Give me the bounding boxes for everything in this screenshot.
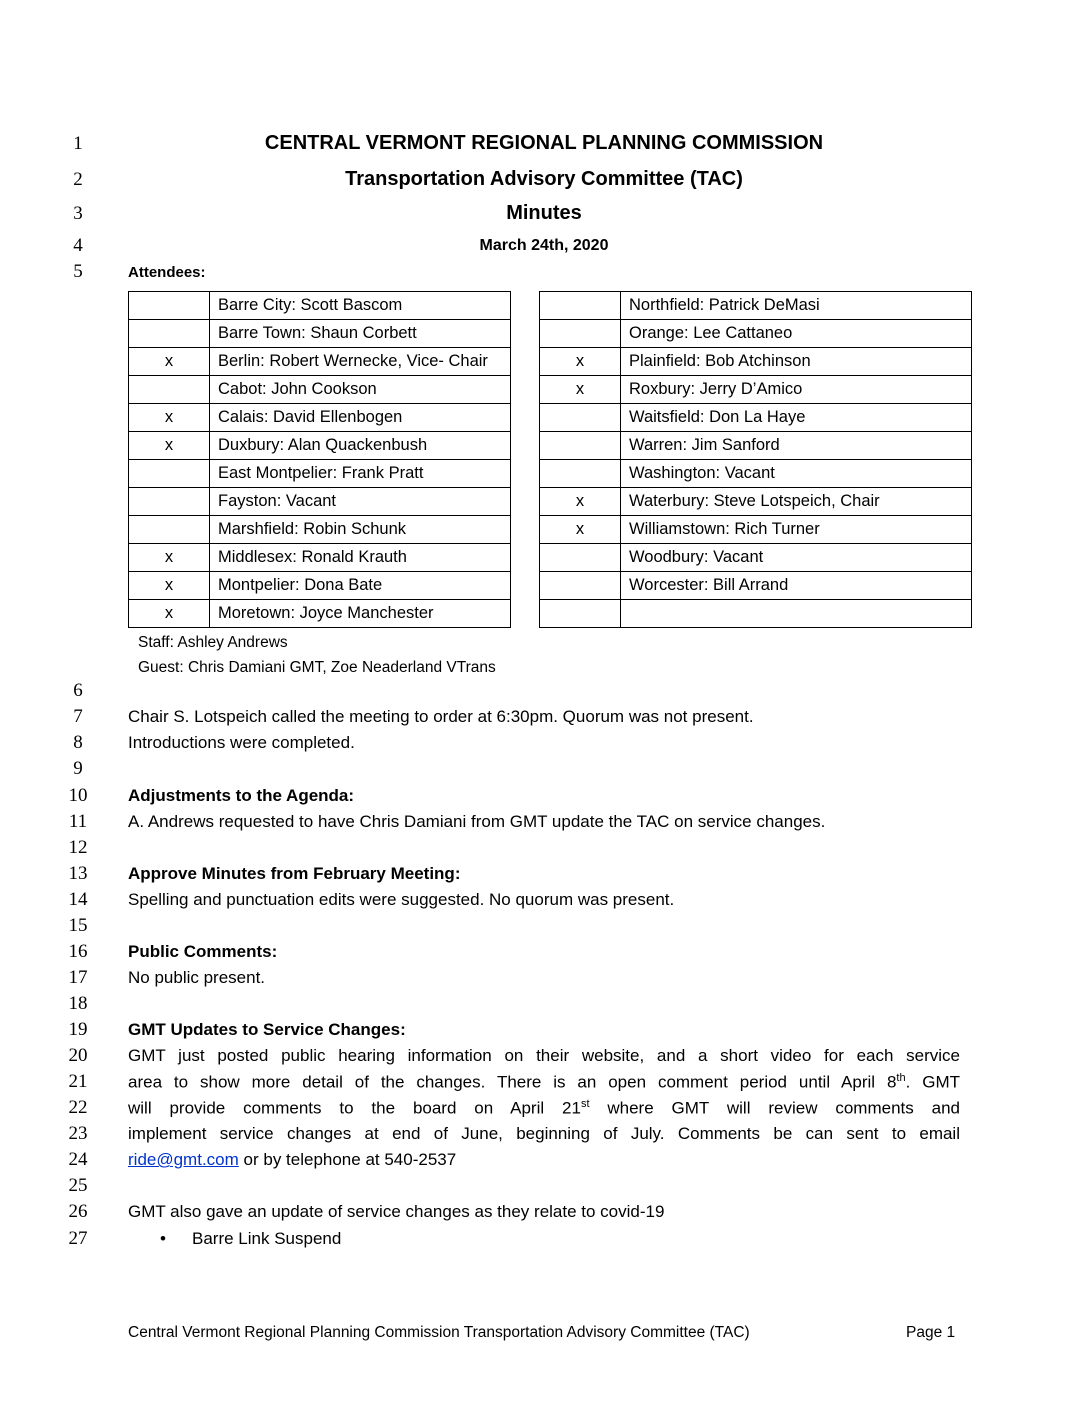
- attendee-name: Cabot: John Cookson: [210, 376, 511, 404]
- table-row: [129, 460, 511, 488]
- attendance-mark: [129, 320, 210, 348]
- gmt-text: or by telephone at 540-2537: [238, 1150, 457, 1169]
- list-item: Barre Link Suspend: [192, 1229, 342, 1248]
- line-number: 22: [68, 1097, 88, 1118]
- agenda-heading: Adjustments to the Agenda:: [128, 786, 355, 805]
- table-row: [540, 460, 972, 488]
- guest-line: Guest: Chris Damiani GMT, Zoe Neaderland VTrans: [138, 659, 496, 676]
- attendance-mark: [540, 404, 621, 432]
- attendance-mark: x: [540, 376, 621, 404]
- line-number: 25: [68, 1175, 88, 1196]
- attendee-name: East Montpelier: Frank Pratt: [210, 460, 511, 488]
- line-number: 24: [68, 1149, 88, 1170]
- attendance-mark: x: [129, 348, 210, 376]
- table-row: [540, 432, 972, 460]
- line-number: 19: [68, 1019, 88, 1040]
- attendee-name: Waitsfield: Don La Haye: [621, 404, 972, 432]
- line-number: 16: [68, 941, 88, 962]
- table-row: [129, 544, 511, 572]
- minutes-heading: Approve Minutes from February Meeting:: [128, 864, 461, 883]
- attendee-name: Waterbury: Steve Lotspeich, Chair: [621, 488, 972, 516]
- table-row: [129, 320, 511, 348]
- attendee-name: Marshfield: Robin Schunk: [210, 516, 511, 544]
- table-row: [129, 572, 511, 600]
- table-row: [540, 348, 972, 376]
- introductions-text: Introductions were completed.: [128, 733, 355, 752]
- attendee-name: Calais: David Ellenbogen: [210, 404, 511, 432]
- page-number: Page 1: [906, 1324, 956, 1341]
- attendee-name: Barre City: Scott Bascom: [210, 292, 511, 320]
- line-number: 21: [68, 1071, 88, 1092]
- attendance-mark: [129, 460, 210, 488]
- line-number: 18: [68, 993, 88, 1014]
- table-row: [540, 292, 972, 320]
- line-number: 27: [68, 1228, 88, 1249]
- org-title: CENTRAL VERMONT REGIONAL PLANNING COMMISSION: [264, 132, 824, 154]
- line-number: 7: [73, 706, 83, 727]
- attendee-name: Plainfield: Bob Atchinson: [621, 348, 972, 376]
- line-number: 8: [73, 732, 83, 753]
- call-to-order-text: Chair S. Lotspeich called the meeting to order at 6:30pm. Quorum was not present.: [128, 707, 754, 726]
- doc-type-title: Minutes: [506, 202, 582, 224]
- attendance-mark: x: [129, 404, 210, 432]
- gmt-text: will provide comments to the board on April 21: [128, 1098, 581, 1118]
- attendance-mark: [129, 516, 210, 544]
- table-row: [129, 432, 511, 460]
- meeting-date: March 24th, 2020: [479, 237, 609, 254]
- attendance-mark: x: [129, 544, 210, 572]
- attendee-name: Warren: Jim Sanford: [621, 432, 972, 460]
- public-comments-heading: Public Comments:: [128, 942, 278, 961]
- attendees-label: Attendees:: [128, 264, 206, 281]
- attendance-mark: [540, 292, 621, 320]
- attendee-name: Williamstown: Rich Turner: [621, 516, 972, 544]
- attendee-name: Middlesex: Ronald Krauth: [210, 544, 511, 572]
- attendance-mark: [129, 292, 210, 320]
- attendees-table-left: [128, 291, 511, 628]
- line-number: 11: [68, 811, 88, 832]
- line-number: 6: [73, 680, 83, 701]
- public-comments-text: No public present.: [128, 968, 266, 987]
- table-row: [540, 516, 972, 544]
- gmt-paragraph-line: GMT just posted public hearing information on their website, and a short video for each service: [128, 1046, 960, 1065]
- table-row: [540, 404, 972, 432]
- line-number: 17: [68, 967, 88, 988]
- table-row: [129, 516, 511, 544]
- table-row: [540, 600, 972, 628]
- gmt-text: where GMT will review comments and: [589, 1098, 960, 1118]
- attendance-mark: x: [129, 572, 210, 600]
- attendee-name: Moretown: Joyce Manchester: [210, 600, 511, 628]
- table-row: [540, 572, 972, 600]
- attendance-mark: [540, 320, 621, 348]
- gmt-paragraph-line: [128, 1098, 960, 1119]
- line-number: 23: [68, 1123, 88, 1144]
- attendance-mark: [540, 432, 621, 460]
- attendance-mark: [540, 600, 621, 628]
- line-number: 5: [73, 261, 83, 282]
- attendance-mark: [540, 572, 621, 600]
- attendance-mark: [129, 488, 210, 516]
- attendance-mark: x: [540, 348, 621, 376]
- attendee-name: Fayston: Vacant: [210, 488, 511, 516]
- attendee-name: [621, 600, 972, 628]
- table-row: [129, 600, 511, 628]
- attendance-mark: x: [129, 600, 210, 628]
- table-row: [540, 544, 972, 572]
- table-row: [129, 488, 511, 516]
- line-number: 4: [73, 235, 83, 256]
- gmt-text: . GMT: [905, 1072, 960, 1092]
- attendance-mark: [129, 376, 210, 404]
- table-row: [129, 348, 511, 376]
- line-number: 14: [68, 889, 88, 910]
- line-number: 10: [68, 785, 88, 806]
- attendance-mark: x: [129, 432, 210, 460]
- table-row: [129, 292, 511, 320]
- line-number: 1: [73, 133, 83, 154]
- line-number: 26: [68, 1201, 88, 1222]
- line-number: 20: [68, 1045, 88, 1066]
- attendee-name: Montpelier: Dona Bate: [210, 572, 511, 600]
- attendee-name: Orange: Lee Cattaneo: [621, 320, 972, 348]
- gmt-updates-heading: GMT Updates to Service Changes:: [128, 1020, 406, 1039]
- minutes-text: Spelling and punctuation edits were suggested. No quorum was present.: [128, 890, 675, 909]
- line-number: 3: [73, 203, 83, 224]
- gmt-paragraph-line: implement service changes at end of June, beginning of July. Comments be can sent to email: [128, 1124, 960, 1143]
- ordinal-suffix: th: [896, 1072, 906, 1084]
- agenda-text: A. Andrews requested to have Chris Damiani from GMT update the TAC on service changes.: [128, 812, 826, 831]
- table-row: [540, 488, 972, 516]
- line-number: 2: [73, 169, 83, 190]
- attendance-mark: x: [540, 516, 621, 544]
- line-number: 9: [73, 758, 83, 779]
- table-row: [540, 376, 972, 404]
- table-row: [129, 376, 511, 404]
- ordinal-suffix: st: [580, 1098, 590, 1110]
- table-row: [540, 320, 972, 348]
- attendee-name: Woodbury: Vacant: [621, 544, 972, 572]
- attendees-table-right: [539, 291, 972, 628]
- attendee-name: Roxbury: Jerry D’Amico: [621, 376, 972, 404]
- attendee-name: Berlin: Robert Wernecke, Vice- Chair: [210, 348, 511, 376]
- table-row: [129, 404, 511, 432]
- line-number: 15: [68, 915, 88, 936]
- line-number: 13: [68, 863, 88, 884]
- page-footer: Central Vermont Regional Planning Commission Transportation Advisory Committee (TAC): [128, 1324, 750, 1341]
- attendee-name: Worcester: Bill Arrand: [621, 572, 972, 600]
- gmt-paragraph-line: [128, 1072, 960, 1093]
- attendee-name: Northfield: Patrick DeMasi: [621, 292, 972, 320]
- line-number: 12: [68, 837, 88, 858]
- gmt-text: area to show more detail of the changes. There is an open comment period until April 8: [128, 1072, 897, 1092]
- attendee-name: Barre Town: Shaun Corbett: [210, 320, 511, 348]
- committee-title: Transportation Advisory Committee (TAC): [345, 168, 743, 190]
- attendee-name: Washington: Vacant: [621, 460, 972, 488]
- gmt-paragraph-line: [128, 1150, 960, 1170]
- covid-update-text: GMT also gave an update of service changes as they relate to covid-19: [128, 1202, 665, 1221]
- attendance-mark: [540, 460, 621, 488]
- attendance-mark: x: [540, 488, 621, 516]
- email-link[interactable]: ride@gmt.com: [128, 1150, 239, 1169]
- attendee-name: Duxbury: Alan Quackenbush: [210, 432, 511, 460]
- staff-line: Staff: Ashley Andrews: [138, 634, 288, 651]
- attendance-mark: [540, 544, 621, 572]
- bullet-icon: •: [160, 1229, 166, 1248]
